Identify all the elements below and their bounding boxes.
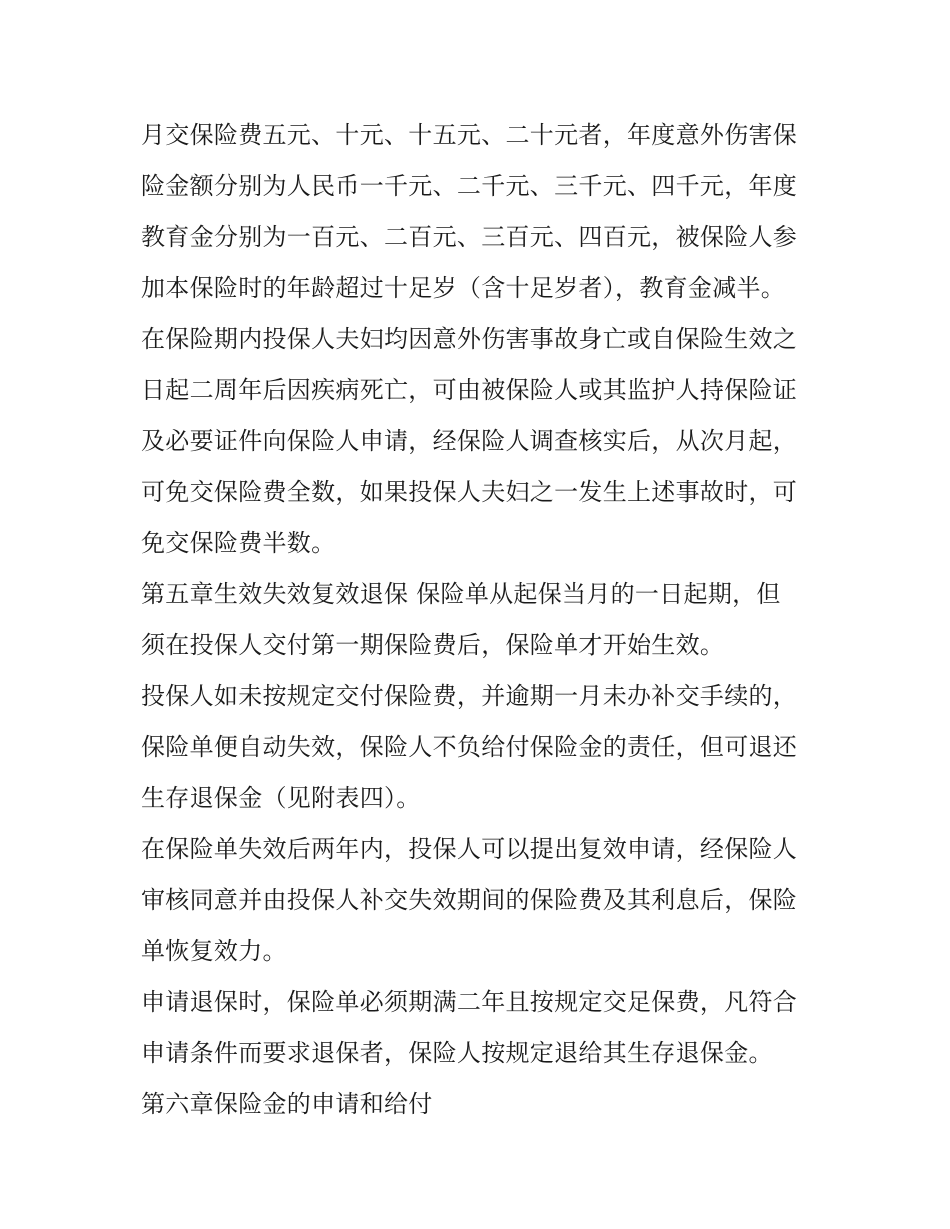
chapter-six-heading: 第六章保险金的申请和给付 [141, 1090, 433, 1118]
text-line-17: 单恢复效力。 [141, 937, 287, 965]
text-line-4: 加本保险时的年龄超过十足岁（含十足岁者），教育金减半。 [141, 274, 786, 302]
text-line-3: 教育金分别为一百元、二百元、三百元、四百元，被保险人参 [141, 223, 798, 251]
chapter-five-heading-line: 第五章生效失效复效退保 保险单从起保当月的一日起期，但 [141, 580, 781, 608]
text-line-5: 在保险期内投保人夫妇均因意外伤害事故身亡或自保险生效之 [141, 325, 798, 353]
text-line-12: 投保人如未按规定交付保险费，并逾期一月未办补交手续的， [141, 682, 798, 710]
text-line-2: 险金额分别为人民币一千元、二千元、三千元、四千元，年度 [141, 172, 798, 200]
text-line-11: 须在投保人交付第一期保险费后，保险单才开始生效。 [141, 631, 725, 659]
text-line-14: 生存退保金（见附表四）。 [141, 784, 421, 812]
text-line-7: 及必要证件向保险人申请，经保险人调查核实后，从次月起， [141, 427, 798, 455]
text-line-19: 申请条件而要求退保者，保险人按规定退给其生存退保金。 [141, 1039, 773, 1067]
document-body [141, 110, 821, 1130]
text-line-9: 免交保险费半数。 [141, 529, 336, 557]
text-line-16: 审核同意并由投保人补交失效期间的保险费及其利息后，保险 [141, 886, 798, 914]
text-line-15: 在保险单失效后两年内，投保人可以提出复效申请，经保险人 [141, 835, 798, 863]
text-line-18: 申请退保时，保险单必须期满二年且按规定交足保费，凡符合 [141, 988, 798, 1016]
text-line-8: 可免交保险费全数，如果投保人夫妇之一发生上述事故时，可 [141, 478, 798, 506]
text-line-6: 日起二周年后因疾病死亡，可由被保险人或其监护人持保险证 [141, 376, 798, 404]
text-line-13: 保险单便自动失效，保险人不负给付保险金的责任，但可退还 [141, 733, 798, 761]
text-line-1: 月交保险费五元、十元、十五元、二十元者，年度意外伤害保 [141, 121, 798, 149]
